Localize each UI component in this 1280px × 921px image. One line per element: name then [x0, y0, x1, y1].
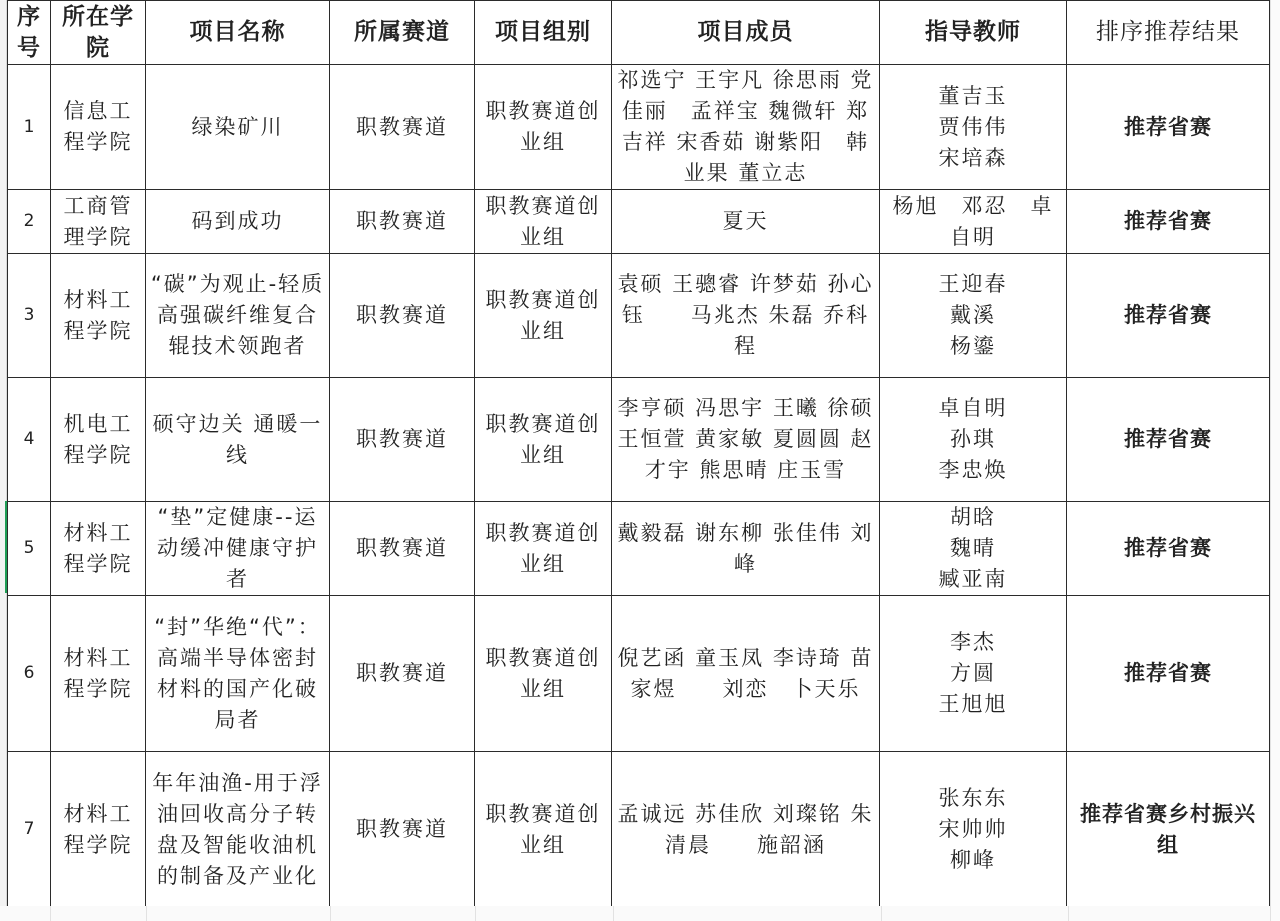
- right-scroll-edge[interactable]: [1270, 0, 1280, 921]
- cell-members[interactable]: 祁选宁 王宇凡 徐思雨 党佳丽 孟祥宝 魏微轩 郑吉祥 宋香茹 谢紫阳 韩业果 董立志: [612, 65, 880, 190]
- cell-result[interactable]: 推荐省赛: [1067, 378, 1270, 502]
- teacher-name: 王旭旭: [938, 692, 1008, 716]
- cell-result[interactable]: 推荐省赛: [1067, 190, 1270, 254]
- cell-teachers[interactable]: [880, 190, 1067, 254]
- cell-seq[interactable]: 2: [8, 190, 51, 254]
- recommendation-table: [7, 0, 1270, 908]
- cell-members[interactable]: 孟诚远 苏佳欣 刘璨铭 朱清晨 施韶涵: [612, 752, 880, 908]
- teacher-name: 方圆: [950, 661, 996, 685]
- table-row: [8, 378, 1270, 502]
- cell-project[interactable]: “封”华绝“代”：高端半导体密封材料的国产化破局者: [146, 596, 330, 752]
- cell-college[interactable]: 材料工程学院: [51, 254, 146, 378]
- cell-teachers[interactable]: [880, 254, 1067, 378]
- cell-group[interactable]: 职教赛道创业组: [475, 190, 612, 254]
- cell-college[interactable]: 工商管理学院: [51, 190, 146, 254]
- table-row: [8, 65, 1270, 190]
- teacher-name: 李忠焕: [938, 458, 1008, 482]
- teacher-name: 杨旭 邓忍 卓自明: [892, 193, 1054, 249]
- empty-row-strip: [0, 906, 1280, 921]
- cell-result[interactable]: 推荐省赛: [1067, 596, 1270, 752]
- cell-project[interactable]: “垫”定健康--运动缓冲健康守护者: [146, 502, 330, 596]
- table-row: [8, 502, 1270, 596]
- cell-project[interactable]: 码到成功: [146, 190, 330, 254]
- table-row: [8, 596, 1270, 752]
- table-row: [8, 190, 1270, 254]
- cell-college[interactable]: 材料工程学院: [51, 752, 146, 908]
- cell-teachers[interactable]: [880, 65, 1067, 190]
- cell-project[interactable]: 绿染矿川: [146, 65, 330, 190]
- cell-seq[interactable]: 5: [8, 502, 51, 596]
- cell-group[interactable]: 职教赛道创业组: [475, 254, 612, 378]
- cell-project[interactable]: “碳”为观止-轻质高强碳纤维复合辊技术领跑者: [146, 254, 330, 378]
- cell-track[interactable]: 职教赛道: [330, 378, 475, 502]
- cell-group[interactable]: 职教赛道创业组: [475, 502, 612, 596]
- cell-group[interactable]: 职教赛道创业组: [475, 65, 612, 190]
- cell-seq[interactable]: 7: [8, 752, 51, 908]
- header-members[interactable]: 项目成员: [612, 1, 880, 65]
- cell-track[interactable]: 职教赛道: [330, 502, 475, 596]
- cell-college[interactable]: 材料工程学院: [51, 502, 146, 596]
- teacher-name: 臧亚南: [938, 567, 1008, 591]
- cell-members[interactable]: 夏天: [612, 190, 880, 254]
- teacher-name: 张东东: [938, 786, 1008, 810]
- table-row: [8, 752, 1270, 908]
- cell-track[interactable]: 职教赛道: [330, 190, 475, 254]
- teacher-name: 董吉玉: [938, 83, 1008, 108]
- cell-track[interactable]: 职教赛道: [330, 254, 475, 378]
- header-seq[interactable]: 序号: [8, 1, 51, 65]
- cell-seq[interactable]: 6: [8, 596, 51, 752]
- cell-members[interactable]: 袁硕 王骢睿 许梦茹 孙心钰 马兆杰 朱磊 乔科程: [612, 254, 880, 378]
- cell-seq[interactable]: 1: [8, 65, 51, 190]
- cell-college[interactable]: 信息工程学院: [51, 65, 146, 190]
- header-group[interactable]: 项目组别: [475, 1, 612, 65]
- header-college[interactable]: 所在学院: [51, 1, 146, 65]
- teacher-name: 杨鎏: [950, 334, 996, 358]
- cell-result[interactable]: 推荐省赛: [1067, 502, 1270, 596]
- cell-members[interactable]: 李亨硕 冯思宇 王曦 徐硕 王恒萱 黄家敏 夏圆圆 赵才宇 熊思晴 庄玉雪: [612, 378, 880, 502]
- cell-members[interactable]: 倪艺函 童玉凤 李诗琦 苗家煜 刘恋 卜天乐: [612, 596, 880, 752]
- cell-group[interactable]: 职教赛道创业组: [475, 596, 612, 752]
- cell-track[interactable]: 职教赛道: [330, 752, 475, 908]
- cell-seq[interactable]: 4: [8, 378, 51, 502]
- cell-project[interactable]: 硕守边关 通暖一线: [146, 378, 330, 502]
- teacher-name: 胡晗: [950, 505, 996, 529]
- cell-result[interactable]: 推荐省赛: [1067, 65, 1270, 190]
- teacher-name: 卓自明: [938, 396, 1008, 420]
- teacher-name: 王迎春: [938, 272, 1008, 296]
- teacher-name: 戴溪: [950, 303, 996, 327]
- teacher-name: 柳峰: [950, 848, 996, 872]
- cell-teachers[interactable]: [880, 502, 1067, 596]
- cell-project[interactable]: 年年油渔-用于浮油回收高分子转盘及智能收油机的制备及产业化: [146, 752, 330, 908]
- teacher-name: 贾伟伟: [938, 114, 1008, 139]
- cell-college[interactable]: 材料工程学院: [51, 596, 146, 752]
- cell-college[interactable]: 机电工程学院: [51, 378, 146, 502]
- header-track[interactable]: 所属赛道: [330, 1, 475, 65]
- cell-track[interactable]: 职教赛道: [330, 596, 475, 752]
- teacher-name: 宋培森: [938, 145, 1008, 170]
- cell-result[interactable]: 推荐省赛乡村振兴组: [1067, 752, 1270, 908]
- header-teachers[interactable]: 指导教师: [880, 1, 1067, 65]
- teacher-name: 李杰: [950, 630, 996, 654]
- cell-teachers[interactable]: [880, 752, 1067, 908]
- cell-seq[interactable]: 3: [8, 254, 51, 378]
- cell-result[interactable]: 推荐省赛: [1067, 254, 1270, 378]
- cell-track[interactable]: 职教赛道: [330, 65, 475, 190]
- row-header-strip: [0, 0, 7, 921]
- teacher-name: 宋帅帅: [938, 817, 1008, 841]
- cell-members[interactable]: 戴毅磊 谢东柳 张佳伟 刘峰: [612, 502, 880, 596]
- teacher-name: 孙琪: [950, 427, 996, 451]
- teacher-name: 魏晴: [950, 536, 996, 560]
- cell-group[interactable]: 职教赛道创业组: [475, 752, 612, 908]
- cell-teachers[interactable]: [880, 378, 1067, 502]
- header-result[interactable]: 排序推荐结果: [1067, 1, 1270, 65]
- cell-group[interactable]: 职教赛道创业组: [475, 378, 612, 502]
- table-row: [8, 254, 1270, 378]
- header-row: [8, 1, 1270, 65]
- header-project[interactable]: 项目名称: [146, 1, 330, 65]
- cell-teachers[interactable]: [880, 596, 1067, 752]
